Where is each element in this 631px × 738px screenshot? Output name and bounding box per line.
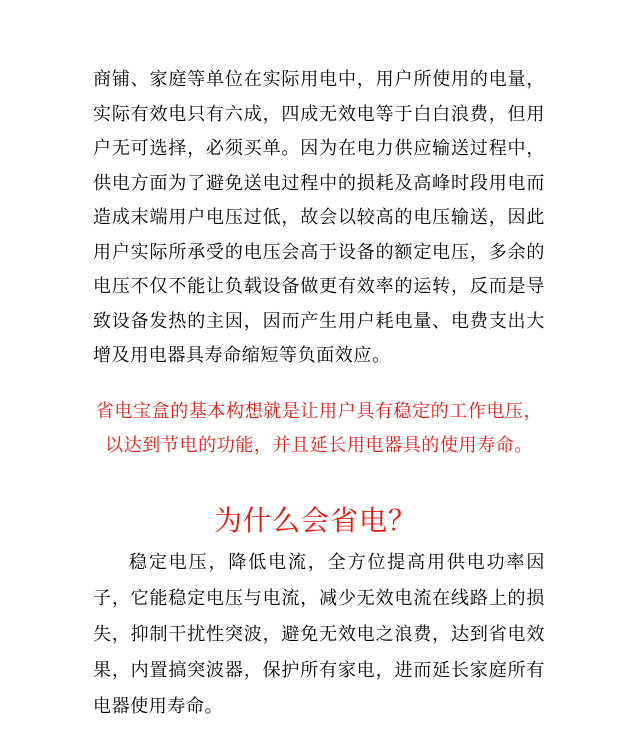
highlight-paragraph: 省电宝盒的基本构想就是让用户具有稳定的工作电压，以达到节电的功能，并且延长用电器具的使用寿命。: [95, 401, 543, 456]
section-heading: 为什么会省电？: [213, 504, 417, 537]
explanation-paragraph: 稳定电压，降低电流，全方位提高用供电功率因子，它能稳定电压与电流，减少无效电流在线路上的损失，抑制干扰性突波，避免无效电之浪费，达到省电效果，内置搞突波器，保护所有家电，进而延长家庭所有电器使用寿命。: [93, 552, 545, 717]
intro-paragraph: 商铺、家庭等单位在实际用电中，用户所使用的电量，实际有效电只有六成，四成无效电等于白白浪费，但用户无可选择，必须买单。因为在电力供应输送过程中，供电方面为了避免送电过程中的损耗及高峰时段用电而造成末端用户电压过低，故会以较高的电压输送，因此用户实际所承受的电压会高于设备的额定电压，多余的电压不仅不能让负载设备做更有效率的运转，反而是导致设备发热的主因，因而产生用户耗电量、电费支出大增及用电器具寿命缩短等负面效应。: [93, 69, 545, 366]
